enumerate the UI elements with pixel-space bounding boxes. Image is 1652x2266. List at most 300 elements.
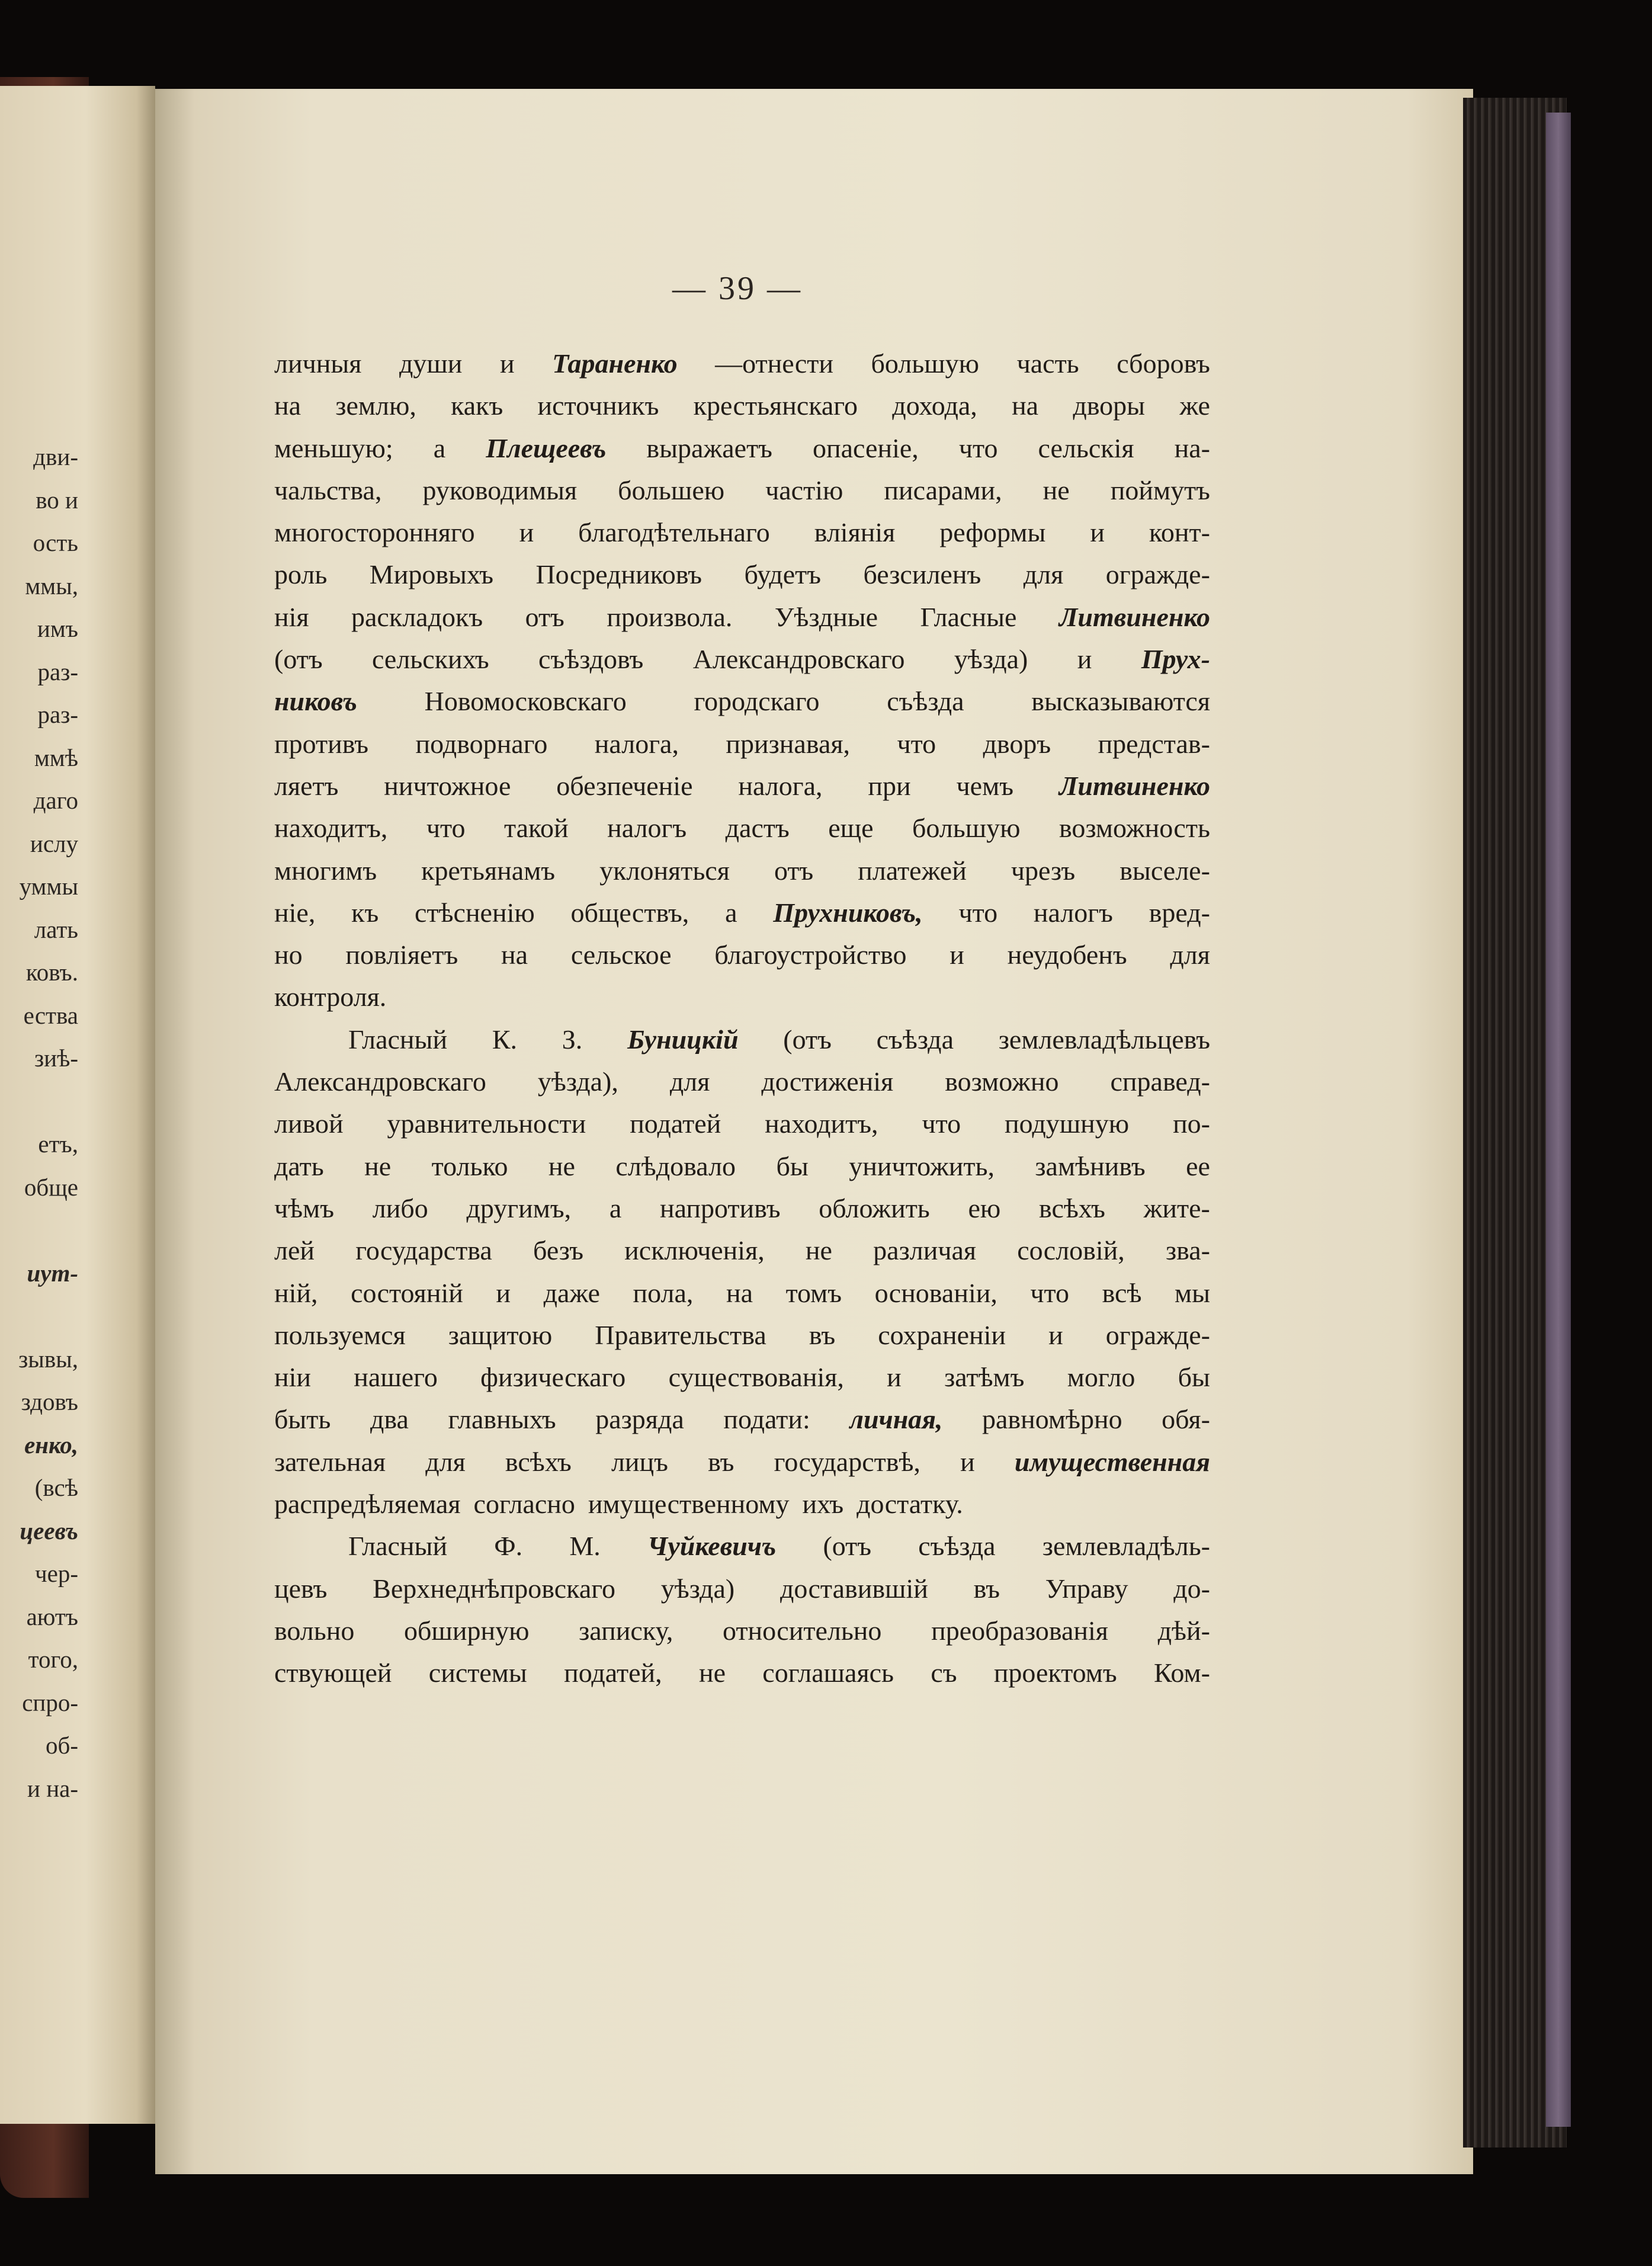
text-line bbox=[274, 892, 1210, 934]
left-page-fragment: раз- bbox=[37, 701, 78, 728]
word: могло bbox=[1067, 1362, 1135, 1393]
word: соглашаясь bbox=[762, 1658, 894, 1688]
left-page-fragment: иут- bbox=[27, 1259, 78, 1287]
word: и bbox=[496, 1277, 511, 1308]
text-line bbox=[274, 596, 1210, 638]
word: либо bbox=[372, 1193, 428, 1223]
emphasized-name: Прух- bbox=[1141, 644, 1210, 675]
text-line bbox=[274, 1314, 1210, 1356]
word: мы bbox=[1174, 1277, 1210, 1308]
word: ливой bbox=[274, 1108, 344, 1139]
word: Новомосковскаго bbox=[424, 686, 627, 717]
emphasized-name: Плещеевъ bbox=[486, 432, 607, 463]
text-line bbox=[274, 1525, 1210, 1567]
word: души bbox=[399, 348, 463, 379]
word: съѣзда bbox=[876, 1024, 954, 1055]
word: вліянія bbox=[814, 517, 896, 548]
word: а bbox=[609, 1193, 622, 1223]
word: стѣсненію bbox=[415, 897, 535, 928]
word: землевладѣльцевъ bbox=[998, 1024, 1210, 1055]
word: крестьянскаго bbox=[693, 390, 858, 421]
text-line bbox=[274, 427, 1210, 469]
word: къ bbox=[351, 897, 379, 928]
word: чальства, bbox=[274, 475, 382, 505]
word: равномѣрно bbox=[982, 1404, 1122, 1435]
word: выражаетъ bbox=[646, 432, 772, 463]
left-page-fragment bbox=[0, 1209, 78, 1252]
word: достиженія bbox=[761, 1066, 894, 1097]
left-page-fragment: об- bbox=[45, 1732, 78, 1759]
word: только bbox=[431, 1150, 508, 1181]
left-page-fragment: цеевъ bbox=[20, 1517, 78, 1544]
word: налога, bbox=[738, 770, 823, 801]
left-page-fragment: во и bbox=[36, 486, 78, 514]
word: не bbox=[548, 1150, 575, 1181]
word: распредѣляемая bbox=[274, 1489, 461, 1520]
word: затѣмъ bbox=[944, 1362, 1025, 1393]
word: уѣзда) bbox=[660, 1573, 735, 1604]
left-page-fragment: зывы, bbox=[18, 1345, 78, 1373]
text-line bbox=[274, 1229, 1210, 1271]
word: не bbox=[805, 1235, 832, 1266]
word: не bbox=[364, 1150, 392, 1181]
word: признавая, bbox=[726, 728, 851, 759]
word: не bbox=[698, 1658, 726, 1688]
word: пользуемся bbox=[274, 1319, 406, 1350]
left-page-fragment: того, bbox=[28, 1646, 78, 1673]
word: въ bbox=[809, 1319, 836, 1350]
word: такой bbox=[503, 813, 569, 844]
left-page-fragment: лать bbox=[34, 915, 78, 943]
word: контроля. bbox=[274, 982, 387, 1012]
word: съѣзда bbox=[887, 686, 964, 717]
text-line bbox=[274, 1568, 1210, 1610]
word: справед- bbox=[1110, 1066, 1210, 1097]
word: обя- bbox=[1162, 1404, 1210, 1435]
emphasized-name: Прухниковъ, bbox=[773, 897, 923, 928]
word: не bbox=[1042, 475, 1070, 505]
word: Гласный bbox=[348, 1024, 448, 1055]
left-page-fragment: ость bbox=[33, 529, 78, 556]
text-line bbox=[274, 1060, 1210, 1102]
word: дастъ bbox=[725, 813, 790, 844]
word: въ bbox=[973, 1573, 1000, 1604]
emphasized-name: Тараненко bbox=[552, 348, 678, 379]
text-line bbox=[274, 1272, 1210, 1314]
text-line bbox=[274, 850, 1210, 892]
word: большею bbox=[618, 475, 725, 505]
word: большую bbox=[912, 813, 1021, 844]
word: системы bbox=[428, 1658, 527, 1688]
word: при bbox=[868, 770, 911, 801]
word: быть bbox=[274, 1404, 331, 1435]
word: подушную bbox=[1005, 1108, 1130, 1139]
word: обезпеченіе bbox=[556, 770, 693, 801]
word: благоустройство bbox=[714, 940, 907, 970]
word: дворъ bbox=[983, 728, 1051, 759]
word: даже bbox=[543, 1277, 600, 1308]
word: и bbox=[519, 517, 534, 548]
word: вольно bbox=[274, 1615, 355, 1646]
word: отъ bbox=[774, 855, 814, 886]
word: состояній bbox=[351, 1277, 463, 1308]
text-line bbox=[274, 1483, 1210, 1525]
page-number: — 39 — bbox=[672, 270, 803, 307]
word: нашего bbox=[354, 1362, 438, 1393]
left-page bbox=[0, 86, 155, 2124]
word: (отъ bbox=[783, 1024, 832, 1055]
word: замѣнивъ bbox=[1035, 1150, 1146, 1181]
word: для bbox=[1170, 940, 1210, 970]
word: вред- bbox=[1149, 897, 1210, 928]
word: податей bbox=[630, 1108, 721, 1139]
word: на bbox=[274, 390, 301, 421]
word: конт- bbox=[1149, 517, 1210, 548]
left-page-fragment: ммы, bbox=[25, 572, 78, 600]
text-line bbox=[274, 469, 1210, 511]
word: возможность bbox=[1059, 813, 1210, 844]
left-page-fragment: ества bbox=[23, 1001, 78, 1029]
word: уѣзда), bbox=[537, 1066, 618, 1097]
left-page-fragment: имъ bbox=[37, 615, 78, 642]
word: ніе, bbox=[274, 897, 316, 928]
left-page-fragment: раз- bbox=[37, 658, 78, 685]
book-cover-edge bbox=[1546, 113, 1571, 2127]
word: чѣмъ bbox=[274, 1193, 335, 1223]
left-page-fragment bbox=[0, 1294, 78, 1338]
word: (отъ bbox=[274, 644, 323, 675]
word: источникъ bbox=[537, 390, 659, 421]
text-line bbox=[274, 384, 1210, 427]
word: различая bbox=[873, 1235, 977, 1266]
word: существованія, bbox=[668, 1362, 844, 1393]
word: обложить bbox=[819, 1193, 930, 1223]
word: записку, bbox=[579, 1615, 673, 1646]
text-line bbox=[274, 1102, 1210, 1145]
word: напротивъ bbox=[659, 1193, 781, 1223]
word: К. bbox=[492, 1024, 518, 1055]
word: на bbox=[1012, 390, 1039, 421]
text-line bbox=[274, 1356, 1210, 1398]
word: Мировыхъ bbox=[369, 559, 493, 590]
word: податей, bbox=[564, 1658, 662, 1688]
text-line bbox=[274, 1187, 1210, 1229]
word: имущественному bbox=[588, 1489, 790, 1520]
word: зательная bbox=[274, 1446, 386, 1477]
word: ее bbox=[1186, 1150, 1210, 1181]
word: на bbox=[501, 940, 528, 970]
word: сословій, bbox=[1017, 1235, 1125, 1266]
word: находитъ, bbox=[274, 813, 388, 844]
word: сборовъ bbox=[1117, 348, 1210, 379]
word: цевъ bbox=[274, 1573, 328, 1604]
word: Александровскаго bbox=[692, 644, 905, 675]
left-page-fragment: уммы bbox=[19, 873, 78, 900]
word: а bbox=[433, 432, 446, 463]
word: повліяетъ bbox=[345, 940, 458, 970]
word: отъ bbox=[525, 601, 564, 632]
word: землю, bbox=[335, 390, 416, 421]
word: ничтожное bbox=[384, 770, 511, 801]
word: произвола. bbox=[607, 601, 733, 632]
word: томъ bbox=[785, 1277, 842, 1308]
body-text bbox=[274, 342, 1210, 1694]
left-page-fragment: зиѣ- bbox=[34, 1044, 78, 1072]
word: разряда bbox=[595, 1404, 684, 1435]
word: для bbox=[425, 1446, 466, 1477]
word: ніи bbox=[274, 1362, 312, 1393]
text-line bbox=[274, 1398, 1210, 1440]
word: Верхнеднѣпровскаго bbox=[373, 1573, 615, 1604]
word: чемъ bbox=[956, 770, 1013, 801]
word: и bbox=[1077, 644, 1092, 675]
text-line bbox=[274, 1018, 1210, 1060]
emphasized-name: Чуйкевичъ bbox=[647, 1531, 777, 1562]
word: уравнительности bbox=[387, 1108, 586, 1139]
word: противъ bbox=[274, 728, 369, 759]
word: многосторонняго bbox=[274, 517, 475, 548]
word: съѣздовъ bbox=[538, 644, 644, 675]
word: безъ bbox=[533, 1235, 583, 1266]
word: сельскія bbox=[1038, 432, 1134, 463]
text-line bbox=[274, 1610, 1210, 1652]
emphasized-name: имущественная bbox=[1014, 1446, 1210, 1477]
text-line bbox=[274, 765, 1210, 807]
word: же bbox=[1179, 390, 1210, 421]
word: ствующей bbox=[274, 1658, 392, 1688]
word: что bbox=[897, 728, 936, 759]
word: Правительства bbox=[595, 1319, 766, 1350]
word: основаніи, bbox=[874, 1277, 997, 1308]
left-page-fragment: ммѣ bbox=[34, 743, 78, 771]
word: подати: bbox=[723, 1404, 810, 1435]
word: раскладокъ bbox=[351, 601, 483, 632]
word: лей bbox=[274, 1235, 315, 1266]
word: дохода, bbox=[892, 390, 977, 421]
word: физическаго bbox=[480, 1362, 626, 1393]
word: З. bbox=[562, 1024, 583, 1055]
word: для bbox=[1023, 559, 1064, 590]
left-page-text-fragments bbox=[0, 435, 78, 1810]
left-page-fragment: ислу bbox=[30, 829, 78, 857]
word: защитою bbox=[448, 1319, 553, 1350]
word: ній, bbox=[274, 1277, 318, 1308]
word: съѣзда bbox=[918, 1531, 996, 1562]
text-line bbox=[274, 511, 1210, 553]
word: дать bbox=[274, 1150, 324, 1181]
word: Александровскаго bbox=[274, 1066, 486, 1097]
word: въ bbox=[708, 1446, 734, 1477]
word: огражде- bbox=[1105, 559, 1210, 590]
word: а bbox=[725, 897, 737, 928]
word: М. bbox=[569, 1531, 601, 1562]
word: уклоняться bbox=[599, 855, 730, 886]
emphasized-name: Буницкій bbox=[627, 1024, 739, 1055]
emphasized-name: никовъ bbox=[274, 686, 357, 717]
word: ею bbox=[968, 1193, 1001, 1223]
text-line bbox=[274, 680, 1210, 722]
word: Уѣздные bbox=[774, 601, 878, 632]
word: обширную bbox=[404, 1615, 530, 1646]
word: проектомъ bbox=[993, 1658, 1117, 1688]
text-line bbox=[274, 1652, 1210, 1694]
word: реформы bbox=[939, 517, 1046, 548]
word: что bbox=[1030, 1277, 1070, 1308]
word: пола, bbox=[633, 1277, 694, 1308]
word: достатку. bbox=[857, 1489, 963, 1520]
left-page-fragment: аютъ bbox=[26, 1602, 78, 1630]
word: писарами, bbox=[884, 475, 1002, 505]
word: чрезъ bbox=[1011, 855, 1076, 886]
word: часть bbox=[1016, 348, 1079, 379]
word: по- bbox=[1173, 1108, 1210, 1139]
emphasized-name: Литвиненко bbox=[1058, 601, 1210, 632]
word: относительно bbox=[723, 1615, 882, 1646]
word: согласно bbox=[473, 1489, 575, 1520]
text-line bbox=[274, 638, 1210, 680]
word: огражде- bbox=[1105, 1319, 1210, 1350]
text-line bbox=[274, 1441, 1210, 1483]
left-page-fragment: здовъ bbox=[21, 1388, 78, 1415]
word: всѣхъ bbox=[1039, 1193, 1105, 1223]
word: находитъ, bbox=[765, 1108, 878, 1139]
word: налогъ bbox=[1033, 897, 1113, 928]
word: и bbox=[887, 1362, 902, 1393]
word: и bbox=[1090, 517, 1105, 548]
word: поймутъ bbox=[1110, 475, 1210, 505]
word: Посредниковъ bbox=[535, 559, 702, 590]
word: уѣзда) bbox=[954, 644, 1028, 675]
word: обществъ, bbox=[570, 897, 689, 928]
word: налога, bbox=[594, 728, 679, 759]
word: сельское bbox=[570, 940, 672, 970]
text-line bbox=[274, 723, 1210, 765]
word: Ф. bbox=[494, 1531, 523, 1562]
word: большую bbox=[871, 348, 980, 379]
text-line bbox=[274, 342, 1210, 384]
word: на- bbox=[1174, 432, 1210, 463]
emphasized-name: личная, bbox=[849, 1404, 943, 1435]
word: благодѣтельнаго bbox=[578, 517, 770, 548]
word: Гласные bbox=[920, 601, 1017, 632]
word: лицъ bbox=[611, 1446, 668, 1477]
left-page-fragment: спро- bbox=[22, 1688, 78, 1716]
word: руководимыя bbox=[422, 475, 578, 505]
word: преобразованія bbox=[931, 1615, 1108, 1646]
word: главныхъ bbox=[448, 1404, 556, 1435]
word: но bbox=[274, 940, 303, 970]
left-page-fragment: етъ, bbox=[38, 1130, 78, 1158]
word: дѣй- bbox=[1157, 1615, 1210, 1646]
left-page-fragment: обще bbox=[24, 1173, 78, 1201]
word: (отъ bbox=[823, 1531, 872, 1562]
word: и bbox=[499, 348, 515, 379]
word: доставившій bbox=[780, 1573, 928, 1604]
word: представ- bbox=[1098, 728, 1210, 759]
word: Управу bbox=[1045, 1573, 1128, 1604]
word: кретьянамъ bbox=[421, 855, 556, 886]
word: Ком- bbox=[1153, 1658, 1210, 1688]
word: личныя bbox=[274, 348, 362, 379]
word: какъ bbox=[451, 390, 503, 421]
word: дворы bbox=[1073, 390, 1146, 421]
word: нія bbox=[274, 601, 309, 632]
left-page-fragment: даго bbox=[33, 787, 78, 814]
left-page-fragment bbox=[0, 1080, 78, 1123]
word: что bbox=[958, 897, 998, 928]
word: меньшую; bbox=[274, 432, 393, 463]
word: бы bbox=[776, 1150, 809, 1181]
word: бы bbox=[1178, 1362, 1210, 1393]
emphasized-name: Литвиненко bbox=[1058, 770, 1210, 801]
word: роль bbox=[274, 559, 328, 590]
word: сохраненіи bbox=[878, 1319, 1006, 1350]
word: выселе- bbox=[1119, 855, 1210, 886]
word: будетъ bbox=[744, 559, 821, 590]
word: безсиленъ bbox=[863, 559, 981, 590]
word: исключенія, bbox=[624, 1235, 765, 1266]
left-page-fragment: и на- bbox=[27, 1774, 78, 1802]
word: частію bbox=[765, 475, 843, 505]
word: —отнести bbox=[715, 348, 833, 379]
word: съ bbox=[931, 1658, 957, 1688]
text-line bbox=[274, 1145, 1210, 1187]
word: многимъ bbox=[274, 855, 377, 886]
word: землевладѣль- bbox=[1042, 1531, 1210, 1562]
word: и bbox=[1048, 1319, 1063, 1350]
text-line bbox=[274, 934, 1210, 976]
word: зва- bbox=[1165, 1235, 1210, 1266]
left-page-fragment: (всѣ bbox=[34, 1474, 78, 1501]
word: для bbox=[669, 1066, 710, 1097]
word: высказываются bbox=[1031, 686, 1210, 717]
text-line bbox=[274, 976, 1210, 1018]
word: возможно bbox=[945, 1066, 1059, 1097]
left-page-fragment: дви- bbox=[33, 443, 78, 470]
word: на bbox=[726, 1277, 753, 1308]
word: слѣдовало bbox=[615, 1150, 736, 1181]
word: до- bbox=[1173, 1573, 1210, 1604]
word: Гласный bbox=[348, 1531, 448, 1562]
word: и bbox=[960, 1446, 975, 1477]
text-line bbox=[274, 807, 1210, 849]
word: платежей bbox=[858, 855, 967, 886]
word: еще bbox=[828, 813, 874, 844]
word: ихъ bbox=[802, 1489, 844, 1520]
word: сельскихъ bbox=[371, 644, 489, 675]
word: всѣхъ bbox=[505, 1446, 572, 1477]
word: всѣ bbox=[1102, 1277, 1142, 1308]
word: и bbox=[950, 940, 964, 970]
word: опасеніе, bbox=[813, 432, 919, 463]
word: два bbox=[370, 1404, 409, 1435]
word: что bbox=[922, 1108, 961, 1139]
word: налогъ bbox=[607, 813, 687, 844]
word: государствѣ, bbox=[774, 1446, 920, 1477]
left-page-fragment: ковъ. bbox=[25, 959, 78, 986]
word: другимъ, bbox=[466, 1193, 572, 1223]
word: жите- bbox=[1143, 1193, 1210, 1223]
word: неудобенъ bbox=[1007, 940, 1127, 970]
word: государства bbox=[355, 1235, 492, 1266]
word: подворнаго bbox=[415, 728, 548, 759]
word: ляетъ bbox=[274, 770, 339, 801]
left-page-fragment: чер- bbox=[35, 1560, 78, 1587]
word: уничтожить, bbox=[849, 1150, 995, 1181]
word: что bbox=[426, 813, 466, 844]
word: что bbox=[958, 432, 998, 463]
text-line bbox=[274, 553, 1210, 595]
